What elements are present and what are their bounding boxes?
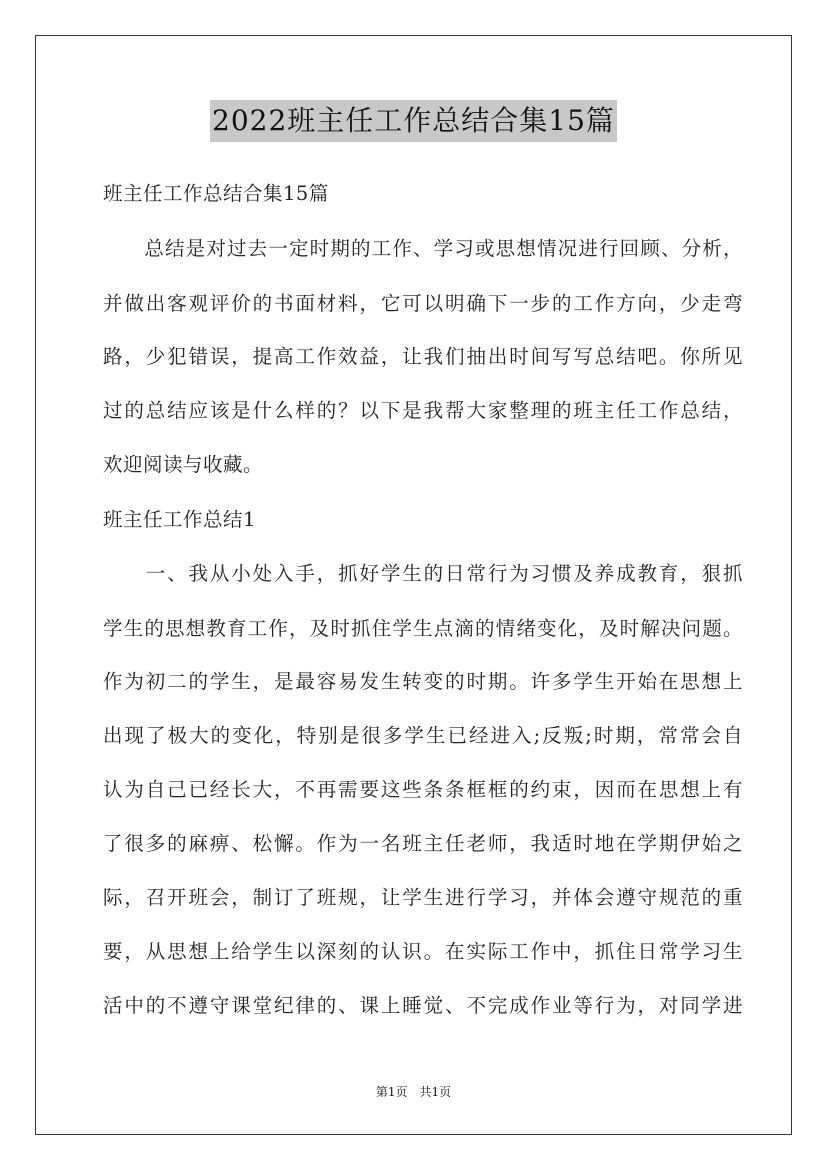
title-container <box>0 100 827 142</box>
body-line: 出现了极大的变化，特别是很多学生已经进入;反叛;时期，常常会自 <box>103 724 743 747</box>
body-line: 了很多的麻痹、松懈。作为一名班主任老师，我适时地在学期伊始之 <box>103 832 743 855</box>
body-line: 活中的不遵守课堂纪律的、课上睡觉、不完成作业等行为，对同学进 <box>103 994 743 1017</box>
intro-line: 路，少犯错误，提高工作效益，让我们抽出时间写写总结吧。你所见 <box>103 345 743 368</box>
intro-line: 并做出客观评价的书面材料，它可以明确下一步的工作方向，少走弯 <box>103 292 743 315</box>
body-line: 作为初二的学生，是最容易发生转变的时期。许多学生开始在思想上 <box>103 670 743 693</box>
document-title: 2022班主任工作总结合集15篇 <box>210 100 617 142</box>
intro-line: 总结是对过去一定时期的工作、学习或思想情况进行回顾、分析， <box>103 237 743 260</box>
page-footer: 第1页 共1页 <box>375 1085 452 1099</box>
document-subtitle: 班主任工作总结合集15篇 <box>103 182 329 205</box>
intro-line: 欢迎阅读与收藏。 <box>103 453 264 476</box>
body-line: 际，召开班会，制订了班规，让学生进行学习，并体会遵守规范的重 <box>103 886 743 909</box>
section-heading: 班主任工作总结1 <box>103 508 256 531</box>
body-line: 学生的思想教育工作，及时抓住学生点滴的情绪变化，及时解决问题。 <box>103 617 743 640</box>
body-line: 一、我从小处入手，抓好学生的日常行为习惯及养成教育，狠抓 <box>103 562 743 585</box>
intro-line: 过的总结应该是什么样的？以下是我帮大家整理的班主任工作总结， <box>103 399 743 422</box>
body-line: 认为自己已经长大，不再需要这些条条框框的约束，因而在思想上有 <box>103 778 743 801</box>
body-line: 要，从思想上给学生以深刻的认识。在实际工作中，抓住日常学习生 <box>103 940 743 963</box>
